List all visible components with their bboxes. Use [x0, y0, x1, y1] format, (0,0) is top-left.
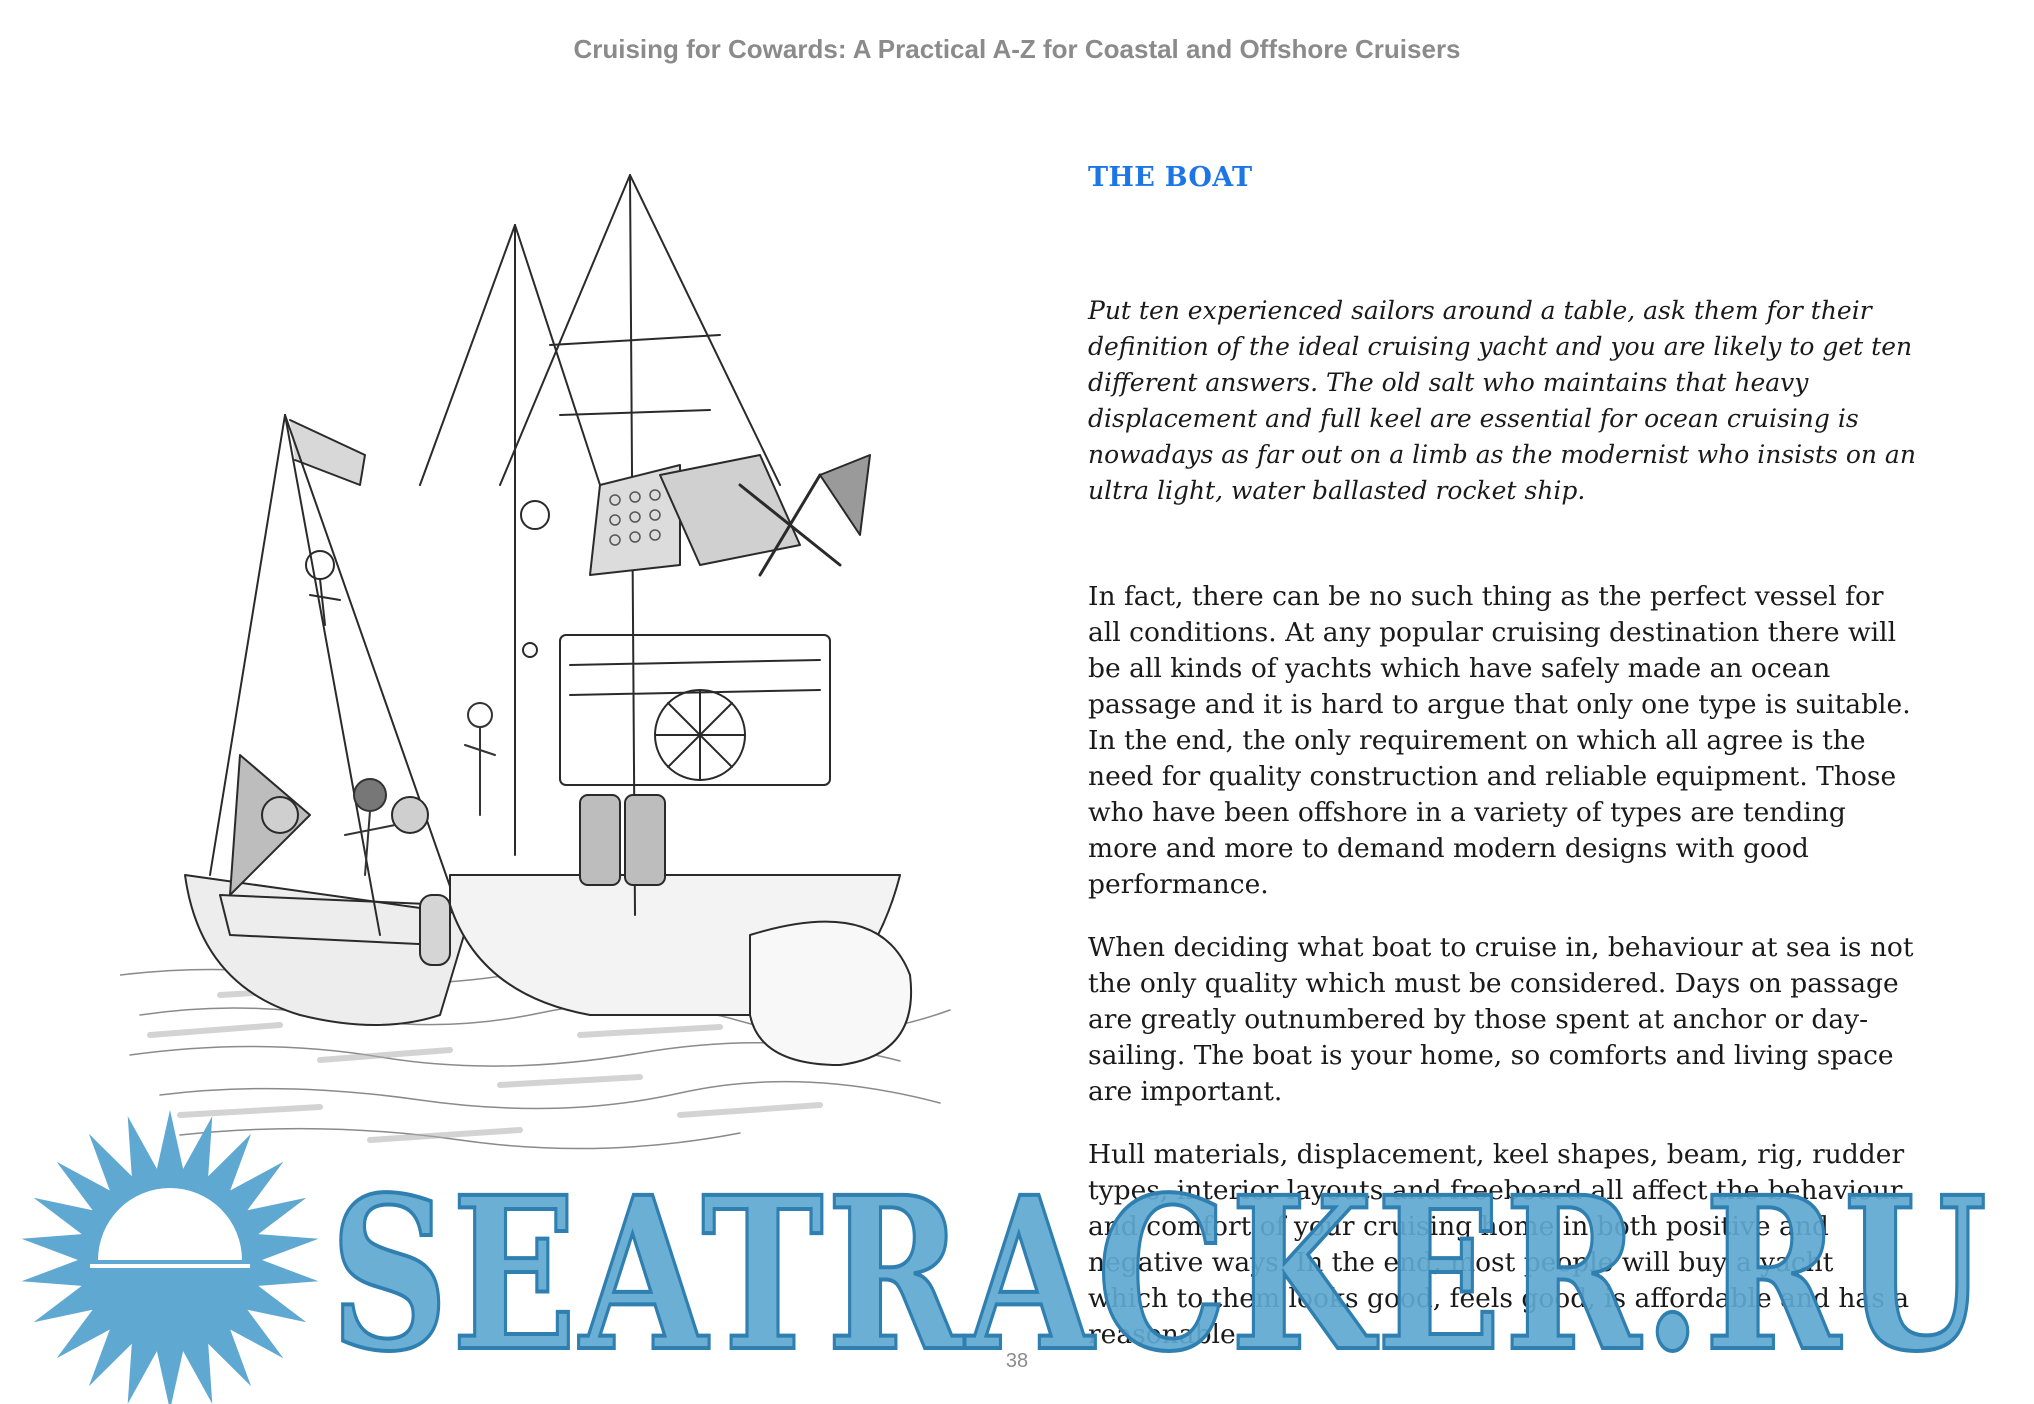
dinghy-boat [185, 415, 470, 1025]
intro-paragraph: Put ten experienced sailors around a table, ask them for their definition of the ideal cruising yacht and you are likely to get ten different answers. The old salt who maintains that heavy displacement and full keel are essential for ocean cruising is nowadays as far out on a limb as the modernist who insists on an ultra light, water ballasted rocket ship. [1088, 296, 1916, 505]
body-paragraph-2: When deciding what boat to cruise in, behaviour at sea is not the only quality which must be considered. Days on passage are greatly outnumbered by those spent at anchor or day-sailing. The boat is your home, so comforts and living space are important. [1088, 932, 1914, 1107]
crew-figures [345, 703, 495, 875]
body-paragraph-1: In fact, there can be no such thing as the perfect vessel for all conditions. At any popular cruising destination there will be all kinds of yachts which have safely made an ocean passage and it is hard to argue that only one type is suitable. In the end, the only requirement on which all agree is the need for quality construction and reliable equipment. Those who have been offshore in a variety of types are tending more and more to demand modern designs with good performance. [1088, 581, 1911, 900]
section-heading: THE BOAT [1088, 162, 1253, 193]
article-text-column [1088, 162, 1918, 1380]
body-paragraph-3: Hull materials, displacement, keel shapes, beam, rig, rudder types, interior layouts and freeboard all affect the behaviour and comfort of your cruising home in both positive and negative ways. In the end, most people will buy a yacht which to them looks good, feels good, is affordable and has a reasonable [1088, 1139, 1910, 1350]
page-number: 38 [1005, 1350, 1029, 1372]
main-yacht [420, 175, 911, 1065]
watermark-text: SEATRACKER.RU [330, 1151, 1990, 1398]
sailboat-illustration [120, 155, 970, 1170]
book-title: Cruising for Cowards: A Practical A-Z for Coastal and Offshore Cruisers [573, 34, 1461, 64]
